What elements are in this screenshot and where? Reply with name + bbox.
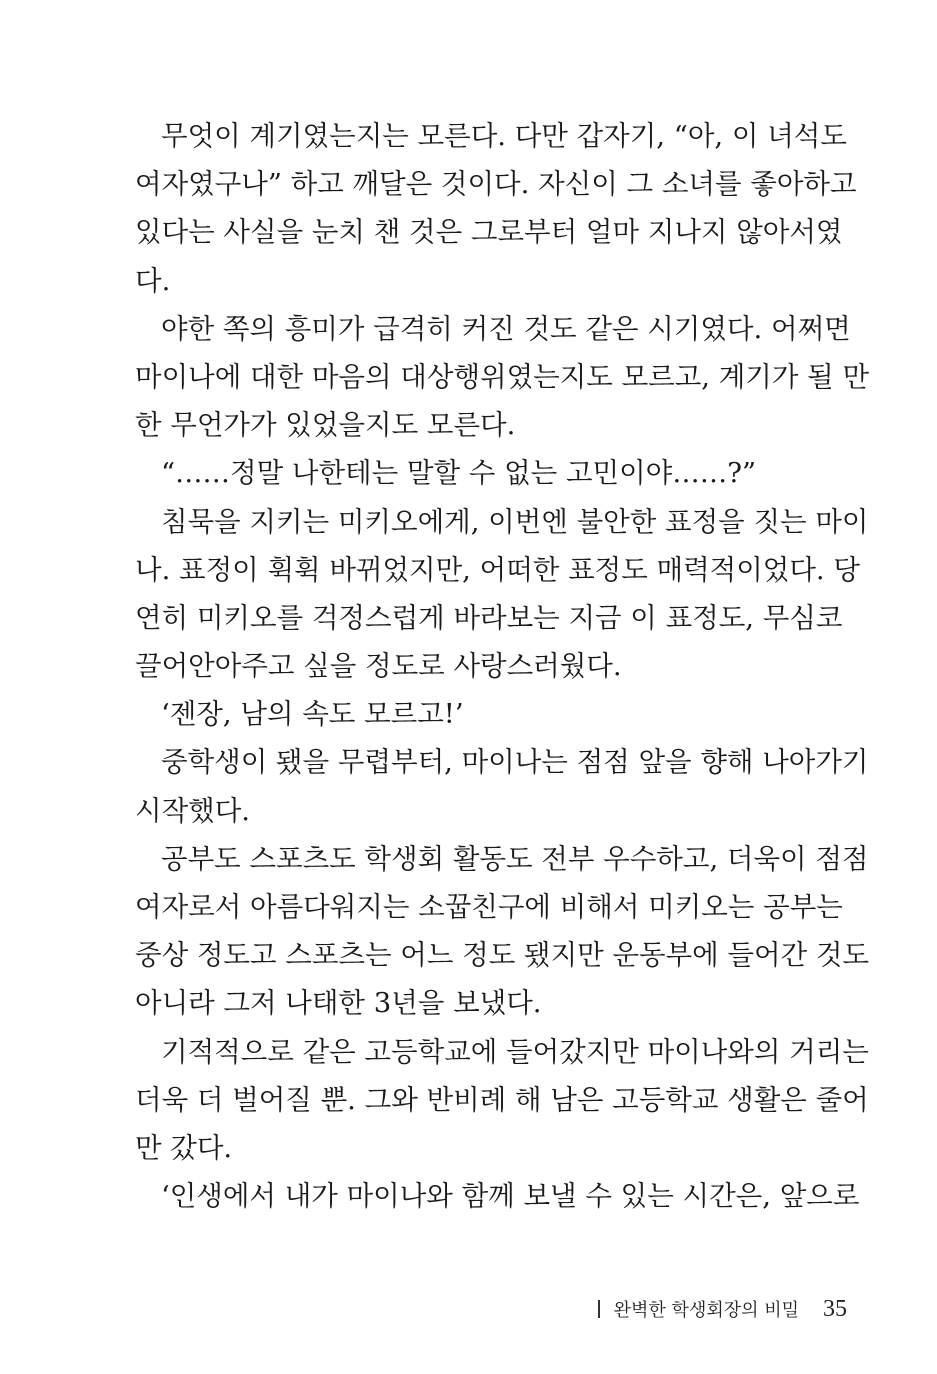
text-line: 침묵을 지키는 미키오에게, 이번엔 불안한 표정을 짓는 마이 xyxy=(161,505,869,538)
text-line: 한 무언가가 있었을지도 모른다. xyxy=(135,409,516,442)
text-line: 나. 표정이 휙휙 바뀌었지만, 어떠한 표정도 매력적이었다. 당 xyxy=(135,553,860,586)
page-body xyxy=(135,112,870,1220)
text-line: 기적적으로 같은 고등학교에 들어갔지만 마이나와의 거리는 xyxy=(161,1035,869,1068)
text-line: 다. xyxy=(135,264,171,297)
text-line: ‘인생에서 내가 마이나와 함께 보낼 수 있는 시간은, 앞으로 xyxy=(161,1180,860,1213)
text-line: 중학생이 됐을 무렵부터, 마이나는 점점 앞을 향해 나아가기 xyxy=(161,746,869,779)
text-line: 마이나에 대한 마음의 대상행위였는지도 모르고, 계기가 될 만 xyxy=(135,360,870,393)
text-line: 끌어안아주고 싶을 정도로 사랑스러웠다. xyxy=(135,650,622,683)
page-number: 35 xyxy=(823,1295,847,1322)
text-line: 야한 쪽의 흥미가 급격히 커진 것도 같은 시기였다. 어쩌면 xyxy=(161,312,851,345)
text-line: 아니라 그저 나태한 3년을 보냈다. xyxy=(135,987,542,1020)
text-line: 시작했다. xyxy=(135,794,251,827)
text-line: “……정말 나한테는 말할 수 없는 고민이야……?” xyxy=(161,457,757,490)
text-line: 여자로서 아름다워지는 소꿉친구에 비해서 미키오는 공부는 xyxy=(135,891,843,923)
text-line: 있다는 사실을 눈치 챈 것은 그로부터 얼마 지나지 않아서였 xyxy=(135,216,843,249)
text-line: 중상 정도고 스포츠는 어느 정도 됐지만 운동부에 들어간 것도 xyxy=(135,939,870,972)
text-line: 공부도 스포츠도 학생회 활동도 전부 우수하고, 더욱이 점점 xyxy=(161,842,869,875)
book-title: 완벽한 학생회장의 비밀 xyxy=(613,1300,799,1321)
text-line: ‘젠장, 남의 속도 모르고!’ xyxy=(161,698,464,731)
text-line: 만 갔다. xyxy=(135,1131,233,1164)
text-line: 더욱 더 벌어질 뿐. 그와 반비례 해 남은 고등학교 생활은 줄어 xyxy=(135,1083,869,1116)
footer-divider xyxy=(598,1300,600,1318)
text-line: 연히 미키오를 걱정스럽게 바라보는 지금 이 표정도, 무심코 xyxy=(135,601,843,634)
running-footer xyxy=(598,1294,847,1324)
text-line: 무엇이 계기였는지는 모른다. 다만 갑자기, “아, 이 녀석도 xyxy=(161,120,847,152)
text-line: 여자였구나” 하고 깨달은 것이다. 자신이 그 소녀를 좋아하고 xyxy=(135,168,857,201)
